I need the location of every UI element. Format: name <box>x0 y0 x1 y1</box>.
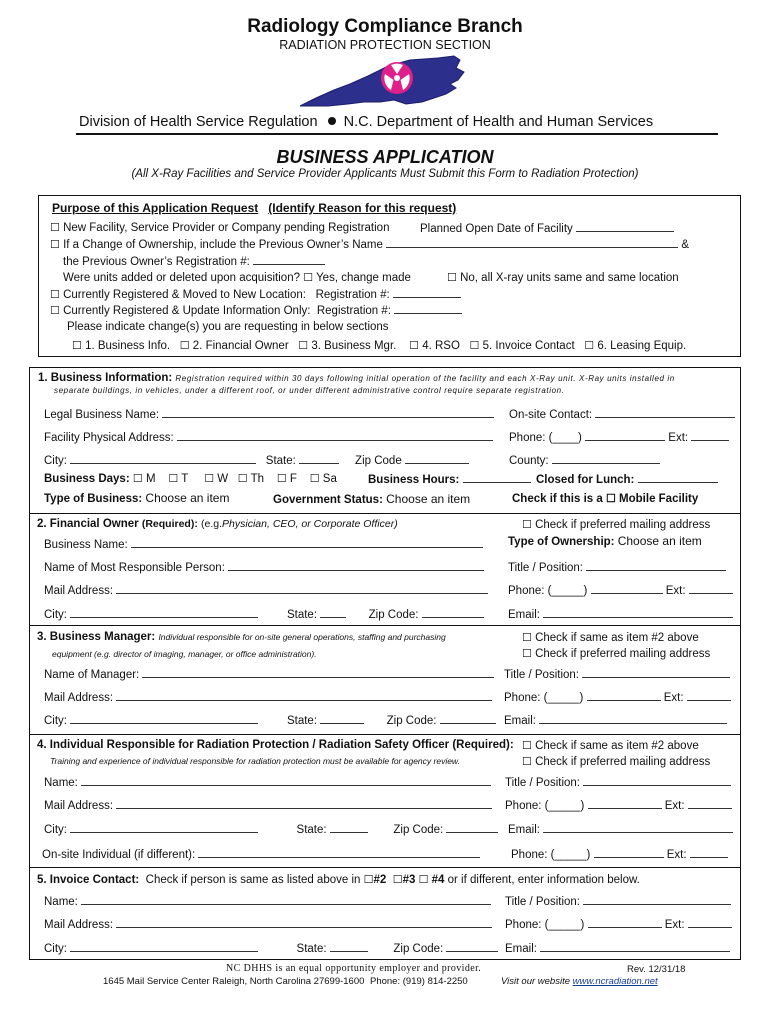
s3-city-field[interactable] <box>70 713 258 724</box>
change-option-6-label: 6. Leasing Equip. <box>597 340 687 352</box>
previous-owner-field[interactable] <box>386 237 678 248</box>
s4-city-row <box>44 822 498 836</box>
s3-name-row <box>44 667 494 681</box>
s3-name-field[interactable] <box>142 667 494 678</box>
s3-state-label: State: <box>286 715 318 727</box>
purpose-heading-text: Purpose of this Application Request <box>52 201 259 215</box>
update-label: Currently Registered & Update Information Only: <box>63 305 311 317</box>
day-t-label: T <box>181 473 189 485</box>
s2-email-label: Email: <box>508 609 540 621</box>
day-m-checkbox[interactable]: ☐ <box>132 473 143 485</box>
s5-phone-field[interactable] <box>588 917 662 928</box>
change-option-3-label: 3. Business Mgr. <box>311 340 397 352</box>
radiation-symbol-icon <box>381 62 413 94</box>
s3-email-label: Email: <box>504 715 536 727</box>
s4-state-field[interactable] <box>330 822 368 833</box>
s3-heading-row <box>37 631 446 643</box>
s4-phone2-label: Phone: (_____) <box>511 849 591 861</box>
change-option-4-checkbox[interactable]: ☐ <box>409 340 419 352</box>
change-option-1-label: 1. Business Info. <box>85 340 171 352</box>
s2-mail-field[interactable] <box>116 583 488 594</box>
s2-pref-mail-label: Check if preferred mailing address <box>535 519 711 531</box>
change-option-3-checkbox[interactable]: ☐ <box>298 340 309 352</box>
change-option-5-checkbox[interactable]: ☐ <box>469 340 480 352</box>
s5-mail-row <box>44 917 492 931</box>
s2-ext-label: Ext: <box>665 585 686 597</box>
day-m-label: M <box>145 473 156 485</box>
s4-email-label: Email: <box>508 824 540 836</box>
yes-change-label: Yes, change made <box>316 272 411 284</box>
s2-state-label: State: <box>286 609 318 621</box>
s2-responsible-field[interactable] <box>228 560 484 571</box>
s2-city-label: City: <box>44 609 67 621</box>
moved-reg-label: Registration #: <box>315 289 390 301</box>
change-option-1-checkbox[interactable]: ☐ <box>72 340 82 352</box>
moved-reg-field[interactable] <box>393 287 461 298</box>
s5-city-field[interactable] <box>70 941 258 952</box>
s3-note-1: Individual responsible for on-site general operations, staffing and purchasing <box>158 632 446 642</box>
s5-opt2-label: #2 <box>373 874 387 886</box>
s5-opt3-label: #3 <box>402 874 416 886</box>
s5-title-row <box>505 894 731 908</box>
s5-check-text: Check if person is same as listed above in <box>145 874 361 886</box>
change-option-6-checkbox[interactable]: ☐ <box>584 340 595 352</box>
change-owner-checkbox[interactable]: ☐ <box>50 239 60 251</box>
s2-email-row <box>508 607 733 621</box>
ownership-row <box>508 534 702 548</box>
division-name: Division of Health Service Regulation <box>79 114 318 130</box>
s3-title-field[interactable] <box>582 667 730 678</box>
s2-city-row <box>44 607 484 621</box>
s4-ext2-field[interactable] <box>690 847 728 858</box>
s3-state-field[interactable] <box>320 713 364 724</box>
s3-phone-row <box>504 690 731 704</box>
s1-phone-field[interactable] <box>585 430 665 441</box>
s5-opt3-checkbox[interactable]: ☐ <box>392 874 403 886</box>
lunch-label: Closed for Lunch: <box>536 474 635 486</box>
planned-open-label: Planned Open Date of Facility <box>420 223 573 235</box>
no-change-row <box>447 271 679 284</box>
gov-status-select[interactable]: Choose an item <box>386 492 471 506</box>
s3-pref-mail-label: Check if preferred mailing address <box>535 648 711 660</box>
ampersand: & <box>681 239 689 251</box>
day-f-label: F <box>289 473 297 485</box>
day-f-checkbox[interactable]: ☐ <box>276 473 287 485</box>
change-option-2-checkbox[interactable]: ☐ <box>179 340 190 352</box>
s2-mail-label: Mail Address: <box>44 585 114 597</box>
s3-mail-field[interactable] <box>116 690 492 701</box>
s4-zip-field[interactable] <box>446 822 498 833</box>
county-row <box>509 453 660 467</box>
business-days-label: Business Days: <box>44 473 130 485</box>
s2-pref-mail-row <box>522 518 710 531</box>
day-t-checkbox[interactable]: ☐ <box>168 473 179 485</box>
s2-title-row <box>508 560 726 574</box>
s3-pref-mail-row <box>522 647 710 660</box>
legal-name-row <box>44 407 494 421</box>
s2-eg: (e.g. <box>201 518 223 530</box>
s5-zip-label: Zip Code: <box>393 943 444 955</box>
s4-phone-field[interactable] <box>588 798 662 809</box>
s3-ext-field[interactable] <box>687 690 731 701</box>
s1-phone-label: Phone: (____) <box>509 432 582 444</box>
s4-mail-label: Mail Address: <box>44 800 114 812</box>
bullet-icon <box>328 117 336 125</box>
s5-opt2-checkbox[interactable]: ☐ <box>363 874 374 886</box>
s1-ext-field[interactable] <box>691 430 729 441</box>
s4-onsite-row <box>42 847 480 861</box>
legal-name-field[interactable] <box>162 407 494 418</box>
s4-phone-row <box>505 798 732 812</box>
s4-city-label: City: <box>44 824 67 836</box>
s2-business-name-label: Business Name: <box>44 539 128 551</box>
section-subtitle: RADIATION PROTECTION SECTION <box>279 38 491 52</box>
no-change-label: No, all X-ray units same and same location <box>460 272 679 284</box>
change-options-row <box>72 339 686 352</box>
s5-phone-label: Phone: (_____) <box>505 919 585 931</box>
s5-city-label: City: <box>44 943 67 955</box>
s3-note-2: equipment (e.g. director of imaging, manager, or office administration). <box>52 649 317 659</box>
s3-city-label: City: <box>44 715 67 727</box>
footer-revision: Rev. 12/31/18 <box>627 964 686 975</box>
facility-address-row <box>44 430 493 444</box>
s1-note-1: Registration required within 30 days following initial operation of the facility and each X-Ray unit. X-Ray units installed in <box>175 374 675 383</box>
s3-mail-label: Mail Address: <box>44 692 114 704</box>
nc-map-logo <box>298 54 468 110</box>
planned-open-field[interactable] <box>576 221 674 232</box>
s2-title-label: Title / Position: <box>508 562 583 574</box>
prev-reg-field[interactable] <box>253 254 325 265</box>
purpose-heading-note: (Identify Reason for this request) <box>268 201 457 215</box>
s4-same-row <box>522 739 699 752</box>
moved-checkbox[interactable]: ☐ <box>50 289 60 301</box>
s3-ext-label: Ext: <box>663 692 684 704</box>
s4-name-field[interactable] <box>81 775 491 786</box>
s4-pref-mail-row <box>522 755 710 768</box>
s5-state-label: State: <box>296 943 327 955</box>
s4-ext-field[interactable] <box>688 798 732 809</box>
s2-pref-mail-checkbox[interactable]: ☐ <box>522 519 532 531</box>
onsite-contact-row <box>509 407 735 421</box>
s2-title-field[interactable] <box>586 560 726 571</box>
ownership-label: Type of Ownership: <box>508 536 615 548</box>
business-hours-field[interactable] <box>463 472 531 483</box>
s2-state-field[interactable] <box>320 607 346 618</box>
lunch-row <box>536 472 718 486</box>
s3-same-row <box>522 631 699 644</box>
s5-mail-label: Mail Address: <box>44 919 114 931</box>
s5-zip-field[interactable] <box>446 941 498 952</box>
business-hours-label: Business Hours: <box>368 474 460 486</box>
s2-email-field[interactable] <box>543 607 733 618</box>
facility-address-label: Facility Physical Address: <box>44 432 174 444</box>
s3-same-checkbox[interactable]: ☐ <box>522 632 532 644</box>
s5-title-field[interactable] <box>583 894 731 905</box>
s4-email-field[interactable] <box>543 822 733 833</box>
s4-phone-label: Phone: (_____) <box>505 800 585 812</box>
s1-zip-label: Zip Code <box>355 455 402 467</box>
s2-zip-field[interactable] <box>422 607 484 618</box>
s4-email-row <box>508 822 733 836</box>
s5-opt4-label: #4 <box>431 874 445 886</box>
s4-mail-row <box>44 798 492 812</box>
s5-email-row <box>505 941 730 955</box>
day-th-checkbox[interactable]: ☐ <box>237 473 248 485</box>
mobile-check-label: Check if this is a <box>512 493 603 505</box>
footer-website-link[interactable]: www.ncradiation.net <box>572 976 658 987</box>
s1-heading: Business Information: <box>50 372 173 384</box>
legal-name-label: Legal Business Name: <box>44 409 160 421</box>
s4-state-label: State: <box>296 824 327 836</box>
s2-phone-row <box>508 583 733 597</box>
mobile-checkbox[interactable]: ☐ <box>605 493 616 505</box>
divider-s4-s5 <box>29 867 741 868</box>
prev-reg-label: the Previous Owner’s Registration #: <box>63 256 250 268</box>
s4-same-checkbox[interactable]: ☐ <box>522 740 532 752</box>
s1-zip-field[interactable] <box>405 453 469 464</box>
s4-name-label: Name: <box>44 777 78 789</box>
s1-phone-row <box>509 430 729 444</box>
branch-title: Radiology Compliance Branch <box>247 16 523 37</box>
business-hours-row <box>368 472 531 486</box>
s5-mail-field[interactable] <box>116 917 492 928</box>
header-rule <box>76 133 718 135</box>
s4-ext2-label: Ext: <box>666 849 687 861</box>
s3-heading: 3. Business Manager: <box>37 631 156 643</box>
s2-responsible-row <box>44 560 484 574</box>
s1-city-row <box>44 453 469 467</box>
onsite-contact-field[interactable] <box>595 407 735 418</box>
s4-title-field[interactable] <box>583 775 731 786</box>
s2-eg-text: Physician, CEO, or Corporate Officer) <box>222 518 398 530</box>
s4-pref-mail-checkbox[interactable]: ☐ <box>522 756 532 768</box>
new-facility-row <box>50 221 389 234</box>
footer-address: 1645 Mail Service Center Raleigh, North Carolina 27699-1600 <box>103 976 365 987</box>
update-reg-field[interactable] <box>394 303 462 314</box>
s1-note-2: separate buildings, in vehicles, under a different roof, or under different administrative control require separate registration. <box>54 386 565 395</box>
s3-zip-label: Zip Code: <box>386 715 437 727</box>
s5-name-label: Name: <box>44 896 78 908</box>
ownership-select[interactable]: Choose an item <box>617 534 702 548</box>
indicate-label: Please indicate change(s) you are requesting in below sections <box>67 321 389 333</box>
s5-email-label: Email: <box>505 943 537 955</box>
footer-phone: Phone: (919) 814-2250 <box>370 976 468 987</box>
update-reg-label: Registration #: <box>316 305 391 317</box>
purpose-heading <box>52 201 456 215</box>
business-days-row <box>44 472 337 485</box>
divider-s2-s3 <box>29 625 741 626</box>
s5-state-field[interactable] <box>330 941 368 952</box>
lunch-field[interactable] <box>638 472 718 483</box>
county-field[interactable] <box>552 453 660 464</box>
s4-same-label: Check if same as item #2 above <box>535 740 699 752</box>
footer-eo-statement: NC DHHS is an equal opportunity employer and provider. <box>226 963 482 974</box>
division-line <box>79 114 653 130</box>
divider-s1-s2 <box>29 513 741 514</box>
day-w-checkbox[interactable]: ☐ <box>204 473 215 485</box>
s5-name-field[interactable] <box>81 894 491 905</box>
s4-onsite-label: On-site Individual (if different): <box>42 849 196 861</box>
day-sa-checkbox[interactable]: ☐ <box>309 473 320 485</box>
update-row <box>50 303 462 317</box>
s5-heading: 5. Invoice Contact: <box>37 874 140 886</box>
s3-email-row <box>504 713 727 727</box>
s1-heading-row <box>38 372 675 384</box>
s5-title-label: Title / Position: <box>505 896 580 908</box>
s4-name-row <box>44 775 491 789</box>
change-option-2-label: 2. Financial Owner <box>192 340 289 352</box>
update-checkbox[interactable]: ☐ <box>50 305 60 317</box>
s2-heading-row <box>37 518 398 530</box>
change-owner-label: If a Change of Ownership, include the Previous Owner’s Name <box>63 239 383 251</box>
day-sa-label: Sa <box>322 473 337 485</box>
units-question-label: Were units added or deleted upon acquisition? <box>63 272 300 284</box>
s3-same-label: Check if same as item #2 above <box>535 632 699 644</box>
mobile-label: Mobile Facility <box>619 493 699 505</box>
s2-business-name-row <box>44 537 483 551</box>
s4-title-label: Title / Position: <box>505 777 580 789</box>
s3-title-row <box>504 667 730 681</box>
s3-title-label: Title / Position: <box>504 669 579 681</box>
s4-title-row <box>505 775 731 789</box>
business-type-label: Type of Business: <box>44 493 143 505</box>
s1-ext-label: Ext: <box>668 432 689 444</box>
business-type-row <box>44 491 229 505</box>
s5-city-row <box>44 941 498 955</box>
s5-email-field[interactable] <box>540 941 730 952</box>
s2-ext-field[interactable] <box>689 583 733 594</box>
s4-pref-mail-label: Check if preferred mailing address <box>535 756 711 768</box>
s1-city-field[interactable] <box>70 453 256 464</box>
footer-website-label: Visit our website <box>501 976 570 987</box>
s3-mail-row <box>44 690 492 704</box>
s2-required: (Required): <box>141 518 198 530</box>
s4-zip-label: Zip Code: <box>393 824 444 836</box>
s3-pref-mail-checkbox[interactable]: ☐ <box>522 648 532 660</box>
s2-zip-label: Zip Code: <box>368 609 419 621</box>
s4-mail-field[interactable] <box>116 798 492 809</box>
day-th-label: Th <box>250 473 265 485</box>
s3-city-row <box>44 713 496 727</box>
change-option-5-label: 5. Invoice Contact <box>482 340 575 352</box>
s1-number: 1. <box>38 372 48 384</box>
mobile-row <box>512 492 698 505</box>
s3-phone-label: Phone: (_____) <box>504 692 584 704</box>
document-subtitle: (All X-Ray Facilities and Service Provider Applicants Must Submit this Form to Radiation Protection) <box>131 168 639 180</box>
s4-note-dot: . <box>457 756 460 766</box>
change-option-4-label: 4. RSO <box>422 340 460 352</box>
onsite-contact-label: On-site Contact: <box>509 409 593 421</box>
s2-city-field[interactable] <box>70 607 258 618</box>
s1-city-label: City: <box>44 455 67 467</box>
s3-phone-field[interactable] <box>587 690 661 701</box>
gov-status-label: Government Status: <box>273 494 383 506</box>
s4-phone2-row <box>511 847 728 861</box>
s4-ext-label: Ext: <box>664 800 685 812</box>
new-facility-label: New Facility, Service Provider or Company pending Registration <box>63 222 390 234</box>
s4-city-field[interactable] <box>70 822 258 833</box>
s3-email-field[interactable] <box>539 713 727 724</box>
s5-heading-row <box>37 873 640 886</box>
s4-note: Training and experience of individual responsible for radiation protection must be available for agency review <box>50 756 458 766</box>
no-change-checkbox[interactable]: ☐ <box>447 272 457 284</box>
business-type-select[interactable]: Choose an item <box>145 491 230 505</box>
s5-name-row <box>44 894 491 908</box>
day-w-label: W <box>217 473 229 485</box>
s5-ext-label: Ext: <box>664 919 685 931</box>
s5-phone-row <box>505 917 732 931</box>
s1-state-label: State: <box>265 455 296 467</box>
s4-onsite-field[interactable] <box>198 847 480 858</box>
s3-name-label: Name of Manager: <box>44 669 140 681</box>
divider-s3-s4 <box>29 734 741 735</box>
prev-reg-row <box>63 254 325 268</box>
s4-phone2-field[interactable] <box>594 847 664 858</box>
s4-note-row <box>50 756 460 766</box>
document-title: BUSINESS APPLICATION <box>276 147 494 167</box>
planned-open-row <box>420 221 674 235</box>
s2-mail-row <box>44 583 488 597</box>
s2-responsible-label: Name of Most Responsible Person: <box>44 562 225 574</box>
s5-ext-field[interactable] <box>688 917 732 928</box>
s5-rest: or if different, enter information below. <box>447 874 640 886</box>
s3-zip-field[interactable] <box>440 713 496 724</box>
units-question-row <box>63 271 411 284</box>
yes-change-checkbox[interactable]: ☐ <box>303 272 314 284</box>
moved-label: Currently Registered & Moved to New Location: <box>63 289 306 301</box>
s2-heading: 2. Financial Owner <box>37 518 139 530</box>
new-facility-checkbox[interactable]: ☐ <box>50 222 60 234</box>
s2-phone-label: Phone: (_____) <box>508 585 588 597</box>
footer-website-row <box>501 976 658 987</box>
s2-business-name-field[interactable] <box>131 537 483 548</box>
s1-state-field[interactable] <box>299 453 339 464</box>
s5-opt4-checkbox[interactable]: ☐ <box>418 874 429 886</box>
s4-heading: 4. Individual Responsible for Radiation Protection / Radiation Safety Officer (Required): <box>37 739 514 751</box>
gov-status-row <box>273 492 470 506</box>
county-label: County: <box>509 455 549 467</box>
department-name: N.C. Department of Health and Human Services <box>343 114 654 130</box>
change-owner-row <box>50 237 689 251</box>
moved-row <box>50 287 461 301</box>
facility-address-field[interactable] <box>177 430 493 441</box>
s2-phone-field[interactable] <box>591 583 663 594</box>
